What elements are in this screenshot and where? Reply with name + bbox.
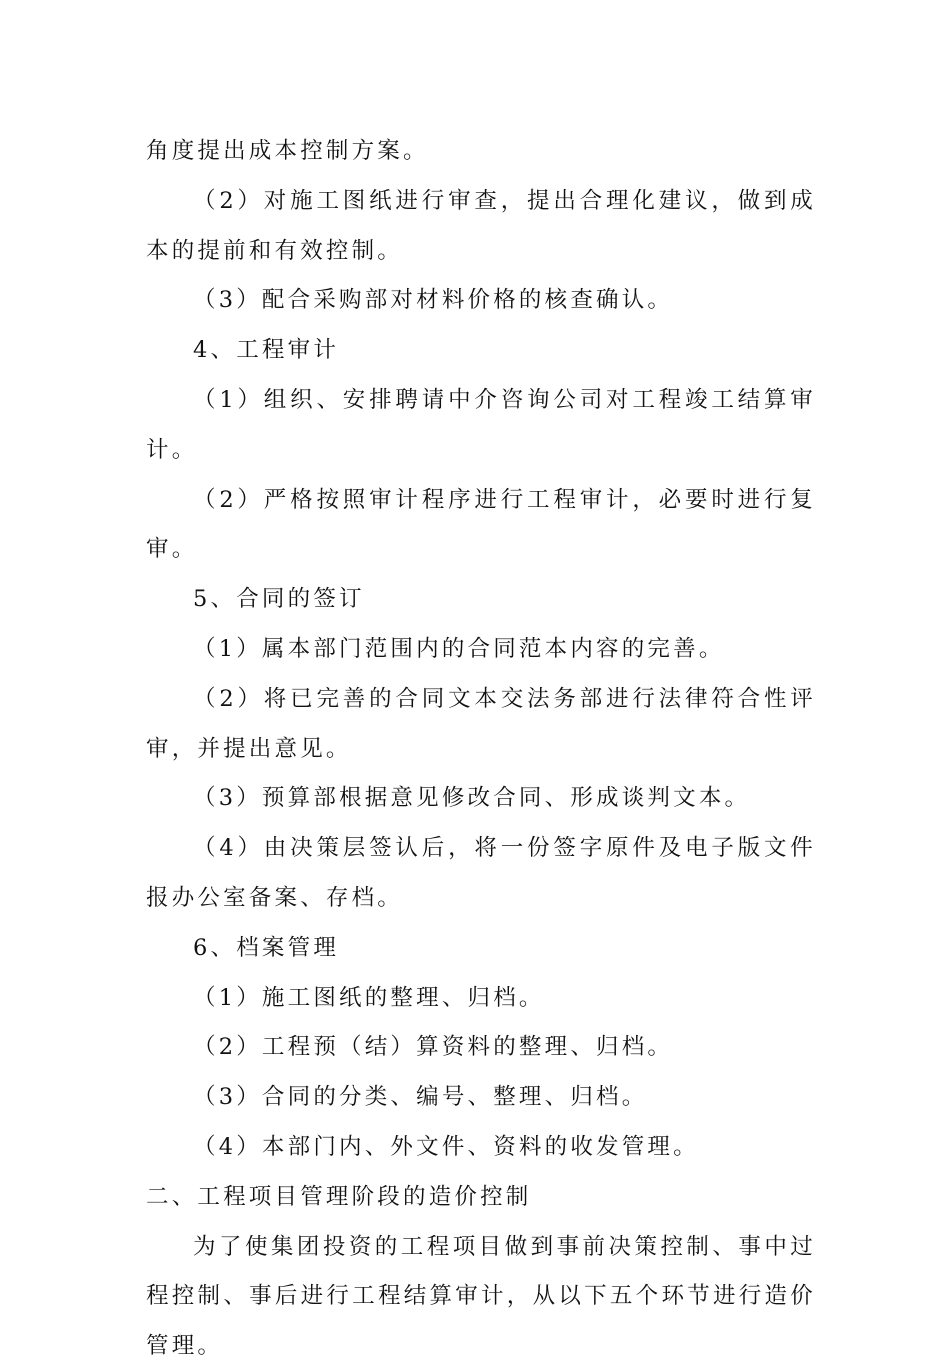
paragraph-contract-4: （4）由决策层签认后，将一份签字原件及电子版文件报办公室备案、存档。 [146,835,816,911]
paragraph-contract-1: （1）属本部门范围内的合同范本内容的完善。 [193,635,725,662]
paragraph-contract-2: （2）将已完善的合同文本交法务部进行法律符合性评审，并提出意见。 [146,685,816,762]
section-heading-archive: 6、档案管理 [193,934,340,961]
paragraph-archive-3: （3）合同的分类、编号、整理、归档。 [193,1084,648,1111]
paragraph-audit-2: （2）严格按照审计程序进行工程审计，必要时进行复审。 [146,486,816,563]
paragraph-item-2: （2）对施工图纸进行审查，提出合理化建议，做到成本的提前和有效控制。 [146,187,816,264]
document-body [146,127,816,1372]
paragraph-archive-4: （4）本部门内、外文件、资料的收发管理。 [193,1133,699,1160]
section-heading-contract: 5、合同的签订 [193,586,365,613]
paragraph-item-3: （3）配合采购部对材料价格的核查确认。 [193,287,674,314]
paragraph-audit-1: （1）组织、安排聘请中介咨询公司对工程竣工结算审计。 [146,386,816,463]
chapter-heading: 二、工程项目管理阶段的造价控制 [146,1183,532,1210]
paragraph-chapter-intro: 为了使集团投资的工程项目做到事前决策控制、事中过程控制、事后进行工程结算审计，从以下五个环节进行造价管理。 [146,1233,816,1360]
paragraph-archive-1: （1）施工图纸的整理、归档。 [193,984,545,1011]
paragraph-archive-2: （2）工程预（结）算资料的整理、归档。 [193,1034,674,1061]
section-heading-audit: 4、工程审计 [193,337,340,364]
paragraph-continuation: 角度提出成本控制方案。 [146,138,429,164]
paragraph-contract-3: （3）预算部根据意见修改合同、形成谈判文本。 [193,785,751,812]
